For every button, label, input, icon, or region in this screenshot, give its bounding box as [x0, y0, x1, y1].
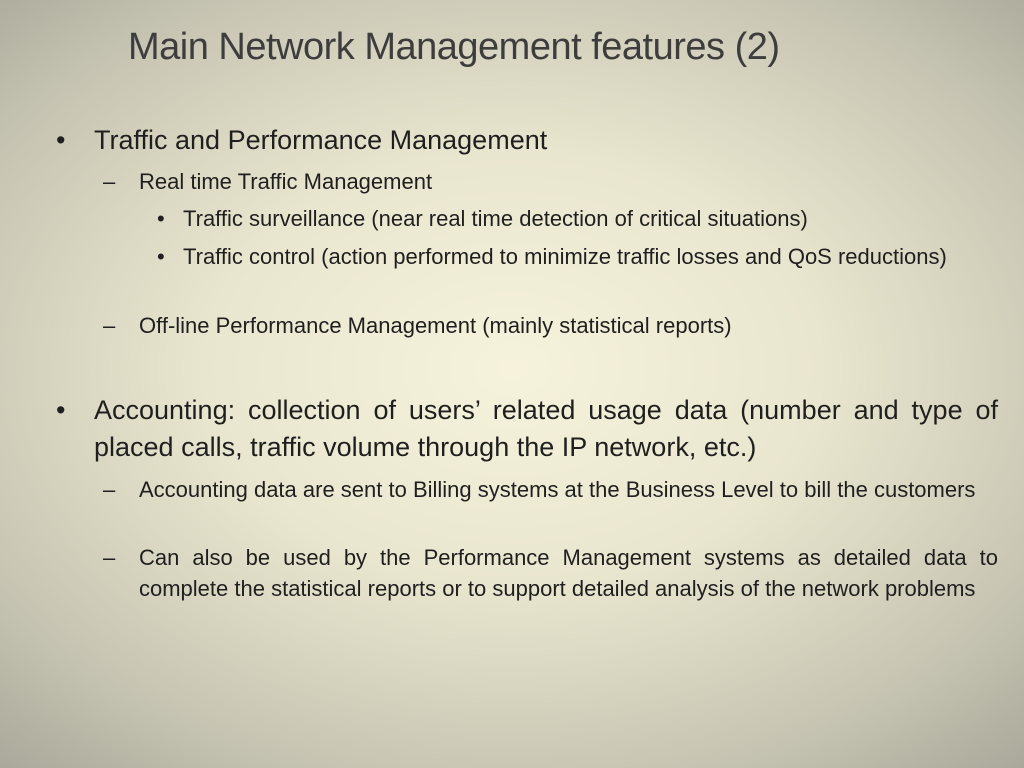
bullet-marker: •	[56, 125, 66, 155]
sub-performance-systems: Can also be used by the Performance Management systems as detailed data to complete the statistical reports or to support detailed analysis of the network problems	[139, 545, 998, 601]
dash-marker: –	[103, 313, 116, 338]
bullet-marker: •	[157, 244, 165, 269]
sub-real-time-traffic: Real time Traffic Management	[139, 169, 433, 194]
bullet-accounting: Accounting: collection of users’ related usage data (number and type of placed calls, traffic volume through the IP network, etc.)	[94, 395, 998, 462]
bullet-marker: •	[56, 395, 66, 425]
dash-marker: –	[103, 545, 116, 570]
dash-marker: –	[103, 477, 116, 502]
slide-title: Main Network Management features (2)	[128, 26, 780, 68]
bullet-traffic-performance: Traffic and Performance Management	[94, 125, 548, 155]
subsub-traffic-surveillance: Traffic surveillance (near real time detection of critical situations)	[183, 206, 808, 231]
sub-billing-systems: Accounting data are sent to Billing systems at the Business Level to bill the customers	[139, 477, 976, 502]
dash-marker: –	[103, 169, 116, 194]
bullet-marker: •	[157, 206, 165, 231]
subsub-traffic-control: Traffic control (action performed to minimize traffic losses and QoS reductions)	[183, 244, 947, 269]
sub-offline-performance: Off-line Performance Management (mainly statistical reports)	[139, 313, 732, 338]
